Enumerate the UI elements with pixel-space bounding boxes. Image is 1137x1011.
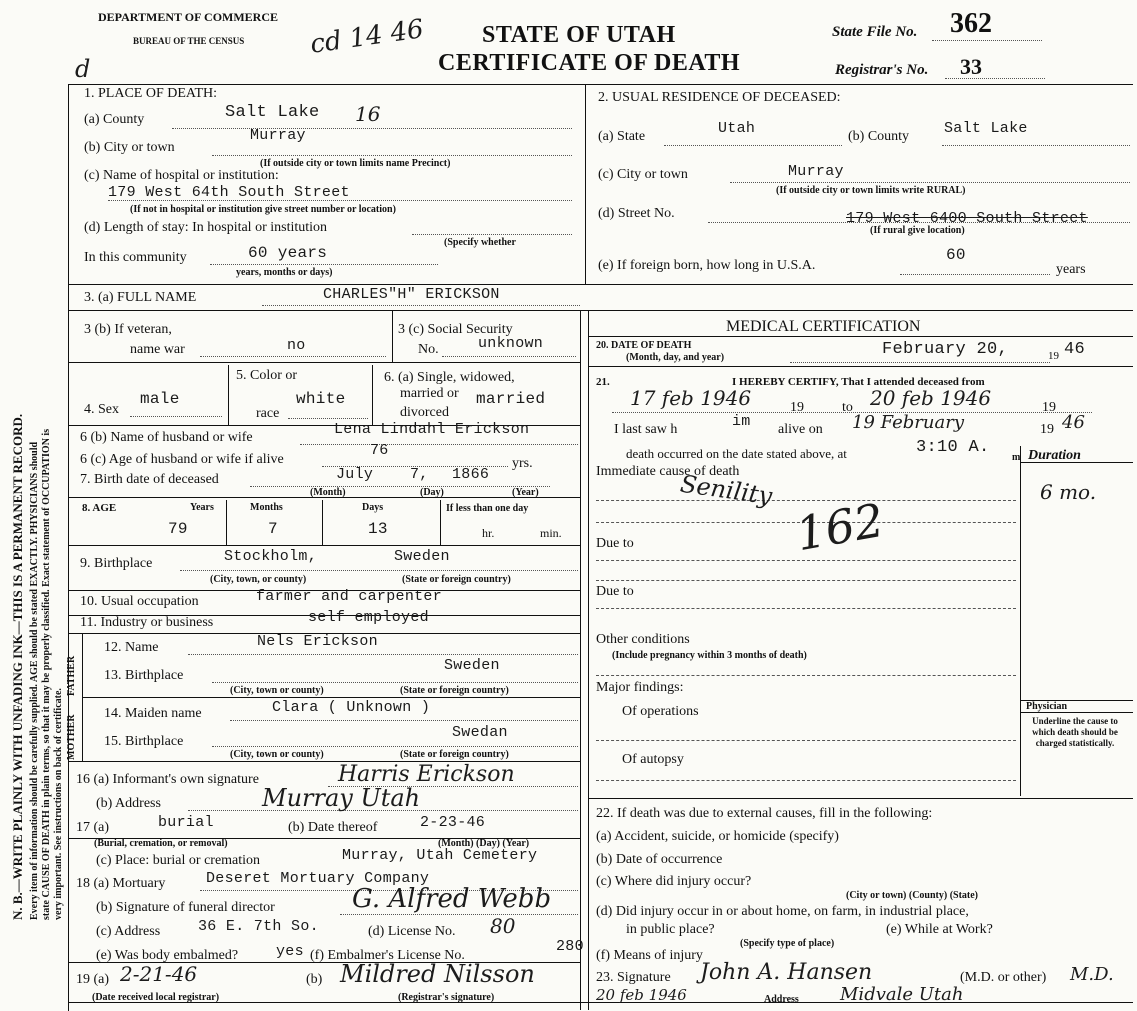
major-findings-label: Major findings: — [596, 680, 684, 695]
marital-label-3: divorced — [400, 405, 449, 420]
mother-state-note: (State or foreign country) — [400, 749, 509, 760]
physician-note-title: Physician — [1026, 701, 1068, 712]
alive-19: 19 — [1040, 422, 1054, 437]
industry-label: 11. Industry or business — [80, 615, 214, 630]
attended-19-b: 19 — [1042, 400, 1056, 415]
corner-mark: d — [75, 55, 91, 83]
physician-note: Underline the cause to which death should be charged statistically. — [1032, 716, 1118, 748]
external-heading: 22. If death was due to external causes, fill in the following: — [596, 806, 933, 821]
color-label: 5. Color or — [236, 368, 298, 383]
burial-label: 17 (a) — [76, 820, 110, 835]
father-name-value: Nels Erickson — [257, 633, 378, 650]
burial-date-label: (b) Date thereof — [288, 820, 378, 835]
residence-city-note: (If outside city or town limits write RURAL) — [776, 185, 966, 196]
attended-to-value: 20 feb 1946 — [870, 386, 992, 410]
residence-street-value: 179 West 6400 South Street — [846, 210, 1088, 227]
registrar-number: 33 — [960, 54, 982, 79]
where-note: (City or town) (County) (State) — [846, 890, 979, 901]
hospital-value: 179 West 64th South Street — [108, 184, 350, 201]
father-side-label: FATHER — [66, 655, 77, 696]
registrar-signature-note: (Registrar's signature) — [398, 992, 495, 1003]
alive-on-label: alive on — [778, 422, 823, 437]
residence-state-value: Utah — [718, 120, 756, 137]
spouse-name-label: 6 (b) Name of husband or wife — [80, 430, 253, 445]
state-file-label: State File No. — [832, 24, 918, 40]
mother-city-note: (City, town or county) — [230, 749, 324, 760]
birthplace-label: 9. Birthplace — [80, 556, 153, 571]
foreign-born-value: 60 — [946, 246, 966, 264]
handwritten-code: cd 14 46 — [308, 14, 426, 60]
birth-year-value: 1866 — [452, 466, 490, 483]
embalmed-value: yes — [276, 943, 304, 960]
physician-address-label: Address — [764, 994, 799, 1005]
full-name-value: CHARLES"H" ERICKSON — [323, 286, 500, 303]
residence-city-label: (c) City or town — [598, 167, 688, 182]
certify-text: I HEREBY CERTIFY, That I attended deceased from — [732, 376, 985, 388]
bureau-label: BUREAU OF THE CENSUS — [133, 36, 245, 46]
public-place-label: in public place? — [626, 922, 715, 937]
birth-year-note: (Year) — [512, 487, 539, 498]
date-of-death-year: 46 — [1064, 340, 1086, 359]
physician-signature-label: 23. Signature — [596, 970, 671, 985]
race-label: race — [256, 406, 280, 421]
birthplace-city-value: Stockholm, — [224, 548, 318, 565]
license-label: (d) License No. — [368, 924, 456, 939]
father-state-note: (State or foreign country) — [400, 685, 509, 696]
embalmed-label: (e) Was body embalmed? — [96, 948, 239, 963]
other-conditions-label: Other conditions — [596, 632, 690, 647]
other-conditions-note: (Include pregnancy within 3 months of death) — [612, 650, 807, 661]
burial-note: (Burial, cremation, or removal) — [94, 838, 228, 849]
registrar-signature: Mildred Nilsson — [340, 960, 535, 988]
burial-date-note: (Month) (Day) (Year) — [438, 838, 530, 849]
attended-to-label: to — [842, 400, 853, 415]
specify-place-note: (Specify type of place) — [740, 938, 835, 949]
md-value: M.D. — [1070, 964, 1114, 985]
date-of-death-note: (Month, day, and year) — [626, 352, 725, 363]
funeral-director-signature: G. Alfred Webb — [352, 884, 552, 914]
father-city-note: (City, town or county) — [230, 685, 324, 696]
registrar-date-note: (Date received local registrar) — [92, 992, 220, 1003]
state-file-number: 362 — [950, 8, 992, 39]
mother-side-label: MOTHER — [66, 714, 77, 760]
age-months-value: 7 — [268, 520, 278, 538]
duration-value: 6 mo. — [1040, 480, 1097, 504]
operations-label: Of operations — [622, 704, 699, 719]
death-county-value: Salt Lake — [225, 103, 320, 122]
registrar-label: Registrar's No. — [835, 62, 929, 78]
burial-value: burial — [158, 814, 214, 831]
place-heading: 1. PLACE OF DEATH: — [84, 86, 218, 101]
sex-label: 4. Sex — [84, 402, 119, 417]
last-saw-label: I last saw h — [614, 422, 678, 437]
alive-year: 46 — [1062, 412, 1085, 433]
foreign-born-label: (e) If foreign born, how long in U.S.A. — [598, 258, 816, 273]
attended-from-value: 17 feb 1946 — [630, 386, 752, 410]
spouse-name-value: Lena Lindahl Erickson — [334, 421, 530, 438]
father-name-label: 12. Name — [104, 640, 159, 655]
cause-code: 162 — [791, 492, 888, 562]
birth-month-note: (Month) — [310, 487, 346, 498]
community-note: years, months or days) — [236, 267, 333, 278]
mortuary-address-value: 36 E. 7th So. — [198, 918, 319, 935]
age-hr-label: hr. — [482, 526, 495, 540]
spouse-age-unit: yrs. — [512, 456, 533, 471]
registrar-date-value: 2-21-46 — [120, 962, 198, 986]
occupation-value: farmer and carpenter — [256, 588, 443, 605]
physician-sign-date: 20 feb 1946 — [596, 986, 687, 1004]
date-of-death-label: 20. DATE OF DEATH — [596, 340, 692, 351]
last-saw-value: im — [732, 413, 751, 430]
birth-date-label: 7. Birth date of deceased — [80, 472, 219, 487]
veteran-value: no — [287, 337, 306, 354]
department-label: DEPARTMENT OF COMMERCE — [98, 10, 279, 24]
father-birthplace-value: Sweden — [444, 657, 500, 674]
marital-value: married — [476, 390, 546, 408]
mortuary-address-label: (c) Address — [96, 924, 161, 939]
mother-birthplace-label: 15. Birthplace — [104, 734, 184, 749]
embalmer-license-value: 280 — [556, 938, 584, 955]
immediate-cause-value: Senility — [678, 469, 774, 511]
informant-address-label: (b) Address — [96, 796, 161, 811]
informant-address: Murray Utah — [262, 784, 421, 812]
medical-heading: MEDICAL CERTIFICATION — [726, 318, 921, 335]
residence-city-value: Murray — [788, 163, 844, 180]
immediate-cause-label: Immediate cause of death — [596, 464, 740, 479]
age-years-label: Years — [190, 502, 214, 513]
death-county-code: 16 — [355, 102, 381, 126]
funeral-director-label: (b) Signature of funeral director — [96, 900, 275, 915]
date-of-death-19: 19 — [1048, 350, 1059, 362]
certificate-title: CERTIFICATE OF DEATH — [438, 50, 741, 76]
birthplace-city-note: (City, town, or county) — [210, 574, 307, 585]
residence-county-value: Salt Lake — [944, 120, 1028, 137]
while-at-work-label: (e) While at Work? — [886, 922, 993, 937]
mother-name-value: Clara ( Unknown ) — [272, 699, 431, 716]
mortuary-value: Deseret Mortuary Company — [206, 870, 430, 887]
hospital-note: (If not in hospital or institution give street number or location) — [130, 204, 396, 215]
full-name-label: 3. (a) FULL NAME — [84, 290, 197, 305]
hospital-label: (c) Name of hospital or institution: — [84, 168, 279, 183]
mortuary-label: 18 (a) Mortuary — [76, 876, 166, 891]
ssn-value: unknown — [478, 335, 544, 352]
occurrence-label: (b) Date of occurrence — [596, 852, 723, 867]
due-to-2-label: Due to — [596, 584, 634, 599]
marital-label: 6. (a) Single, widowed, — [384, 370, 515, 385]
community-label: In this community — [84, 250, 187, 265]
home-label: (d) Did injury occur in or about home, on farm, in industrial place, — [596, 904, 969, 919]
death-city-value: Murray — [250, 127, 306, 144]
age-min-label: min. — [540, 526, 562, 540]
burial-date-value: 2-23-46 — [420, 814, 486, 831]
veteran-label: 3 (b) If veteran, — [84, 322, 172, 337]
age-label: 8. AGE — [82, 502, 117, 514]
mother-birthplace-value: Swedan — [452, 724, 508, 741]
attended-19-a: 19 — [790, 400, 804, 415]
duration-label: Duration — [1028, 448, 1081, 463]
residence-county-label: (b) County — [848, 129, 910, 144]
age-days-label: Days — [362, 502, 384, 513]
age-years-value: 79 — [168, 520, 188, 538]
autopsy-label: Of autopsy — [622, 752, 684, 767]
death-city-label: (b) City or town — [84, 140, 175, 155]
sidebar-line-4: very important. See instructions on back of certificate. — [53, 688, 64, 920]
residence-street-label: (d) Street No. — [598, 206, 675, 221]
stay-label: (d) Length of stay: In hospital or institution — [84, 220, 328, 235]
due-to-1-label: Due to — [596, 536, 634, 551]
sex-value: male — [140, 390, 180, 408]
age-less-label: If less than one day — [446, 503, 529, 514]
burial-place-value: Murray, Utah Cemetery — [342, 847, 538, 864]
death-occurred-label: death occurred on the date stated above, at — [626, 446, 847, 461]
veteran-war-label: name war — [130, 342, 185, 357]
license-value: 80 — [490, 914, 516, 938]
age-months-label: Months — [250, 502, 283, 513]
birthplace-country-note: (State or foreign country) — [402, 574, 511, 585]
informant-signature-label: 16 (a) Informant's own signature — [76, 772, 259, 787]
birth-day-value: 7, — [410, 466, 429, 483]
where-label: (c) Where did injury occur? — [596, 874, 752, 889]
residence-heading: 2. USUAL RESIDENCE OF DECEASED: — [598, 90, 841, 105]
father-birthplace-label: 13. Birthplace — [104, 668, 184, 683]
birth-month-value: July — [336, 466, 374, 483]
residence-state-label: (a) State — [598, 129, 646, 144]
death-city-note: (If outside city or town limits name Precinct) — [260, 158, 451, 169]
industry-value: self employed — [308, 609, 429, 626]
marital-label-2: married or — [400, 386, 459, 401]
embalmer-license-label: (f) Embalmer's License No. — [310, 948, 465, 963]
burial-place-label: (c) Place: burial or cremation — [96, 853, 261, 868]
birth-day-note: (Day) — [420, 487, 444, 498]
informant-signature: Harris Erickson — [338, 762, 515, 787]
state-title: STATE OF UTAH — [482, 22, 676, 48]
means-label: (f) Means of injury — [596, 948, 703, 963]
residence-street-note: (If rural give location) — [870, 225, 965, 236]
spouse-age-label: 6 (c) Age of husband or wife if alive — [80, 452, 284, 467]
race-value: white — [296, 390, 346, 408]
physician-signature: John A. Hansen — [700, 960, 873, 985]
birthplace-country-value: Sweden — [394, 548, 450, 565]
ssn-label: 3 (c) Social Security — [398, 322, 513, 337]
accident-label: (a) Accident, suicide, or homicide (specify) — [596, 829, 839, 844]
age-days-value: 13 — [368, 520, 388, 538]
spouse-age-value: 76 — [370, 442, 389, 459]
death-time-m: m — [1012, 452, 1021, 463]
community-value: 60 years — [248, 244, 328, 262]
physician-address: Midvale Utah — [840, 984, 964, 1005]
certify-number: 21. — [596, 376, 610, 388]
death-county-label: (a) County — [84, 112, 145, 127]
ssn-no-label: No. — [418, 342, 439, 357]
registrar-date-label: 19 (a) — [76, 972, 110, 987]
mother-name-label: 14. Maiden name — [104, 706, 202, 721]
alive-on-value: 19 February — [852, 412, 965, 433]
sidebar-line-3: state CAUSE OF DEATH in plain terms, so that it may be properly classified. Exact statement of OCCUPATION is — [41, 428, 52, 920]
death-time-value: 3:10 A. — [916, 438, 990, 457]
sidebar-line-1: N. B.—WRITE PLAINLY WITH UNFADING INK—THIS IS A PERMANENT RECORD. — [10, 413, 25, 920]
stay-specify-note: (Specify whether — [444, 237, 516, 248]
sidebar-line-2: Every item of information should be carefully supplied. AGE should be stated EXACTLY. PHYSICIANS should — [29, 441, 40, 920]
foreign-born-unit: years — [1056, 262, 1086, 277]
md-label: (M.D. or other) — [960, 970, 1047, 985]
occupation-label: 10. Usual occupation — [80, 594, 199, 609]
registrar-signature-label: (b) — [306, 972, 323, 987]
date-of-death-value: February 20, — [882, 340, 1009, 359]
